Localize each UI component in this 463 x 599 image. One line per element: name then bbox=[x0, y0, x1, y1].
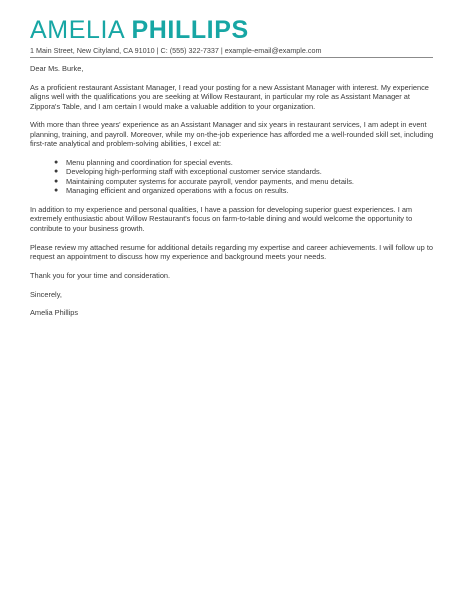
paragraph-passion: In addition to my experience and personal qualities, I have a passion for developing superior guest experiences. I am extremely enthusiastic about Willow Restaurant's focus on farm-to-table dining and would welcome the opportunity to contribute to your business growth. bbox=[30, 205, 413, 233]
applicant-name bbox=[30, 16, 249, 44]
contact-line: 1 Main Street, New Cityland, CA 91010 | C: (555) 322-7337 | example-email@example.com bbox=[30, 46, 322, 55]
letter-body bbox=[30, 64, 437, 327]
skills-list-item-text: Managing efficient and organized operations with a focus on results. bbox=[66, 186, 289, 196]
skills-list-item bbox=[54, 167, 437, 177]
paragraph-experience: With more than three years' experience as an Assistant Manager and six years in restaurant services, I am adept in event planning, training, and payroll. Moreover, while my on-the-job experience has afforded me a well-rounded skill set, including first-rate analytical and problem-solving abilities, I excel at: bbox=[30, 120, 434, 149]
skills-list-item bbox=[54, 176, 437, 186]
skills-list-item-text: Menu planning and coordination for special events. bbox=[66, 158, 233, 168]
signature: Amelia Phillips bbox=[30, 308, 79, 318]
header-divider bbox=[30, 57, 433, 58]
closing: Sincerely, bbox=[30, 289, 62, 299]
skills-list-item-text: Developing high-performing staff with exceptional customer service standards. bbox=[66, 167, 322, 177]
thanks-line: Thank you for your time and consideration. bbox=[30, 270, 171, 280]
paragraph-follow-up: Please review my attached resume for additional details regarding my expertise and career achievements. I will follow up to request an appointment to discuss how my experience and background meets your needs. bbox=[30, 242, 433, 262]
paragraph-intro: As a proficient restaurant Assistant Manager, I read your posting for a new Assistant Manager with interest. My experience aligns well with the qualifications you are seeking at Willow Restaurant, in particular my role as Assistant Manager at Zippora's Table, and I am certain I would make a valuable addition to your organization. bbox=[30, 82, 429, 111]
bullet-icon: ● bbox=[54, 159, 59, 167]
bullet-icon: ● bbox=[54, 177, 59, 185]
skills-list-item bbox=[54, 186, 437, 196]
bullet-icon: ● bbox=[54, 168, 59, 176]
skills-list-item bbox=[54, 158, 437, 168]
skills-list-item-text: Maintaining computer systems for accurate payroll, vendor payments, and menu details. bbox=[66, 176, 354, 186]
skills-list bbox=[30, 158, 437, 196]
bullet-icon: ● bbox=[54, 187, 59, 195]
applicant-last-name: PHILLIPS bbox=[131, 16, 249, 44]
salutation: Dear Ms. Burke, bbox=[30, 64, 84, 73]
applicant-first-name: AMELIA bbox=[30, 16, 124, 44]
